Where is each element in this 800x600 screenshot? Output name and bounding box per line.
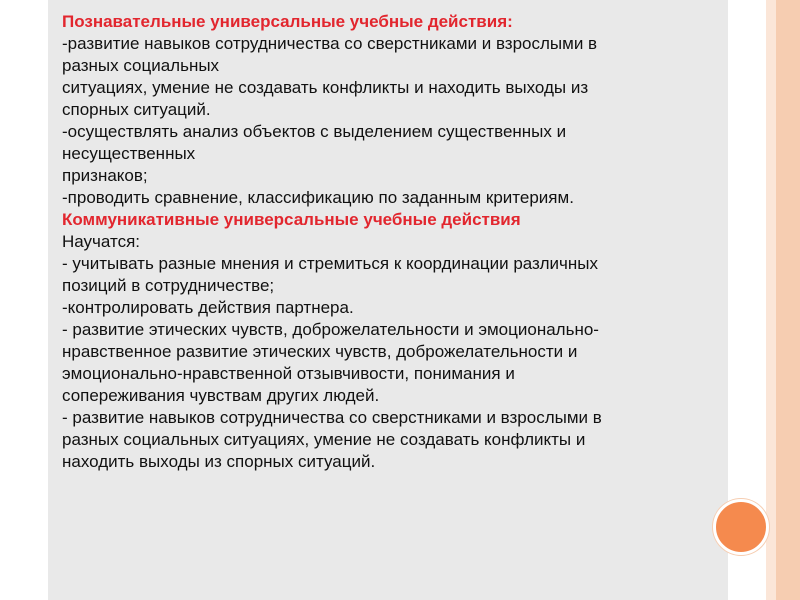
text-line: ситуациях, умение не создавать конфликты и находить выходы из xyxy=(62,78,589,97)
slide-text xyxy=(62,11,710,473)
text-line: -контролировать действия партнера. xyxy=(62,298,354,317)
text-line: признаков; xyxy=(62,166,148,185)
decorative-band xyxy=(776,0,800,600)
text-line: - развитие этических чувств, доброжелательности и эмоционально- xyxy=(62,320,599,339)
text-line: нравственное развитие этических чувств, доброжелательности и xyxy=(62,342,578,361)
text-line: позиций в сотрудничестве; xyxy=(62,276,275,295)
text-line: -осуществлять анализ объектов с выделением существенных и xyxy=(62,122,567,141)
decorative-stripe xyxy=(766,0,776,600)
text-line: Научатся: xyxy=(62,232,141,251)
heading-communicative: Коммуникативные универсальные учебные действия xyxy=(62,210,521,229)
heading-cognitive: Познавательные универсальные учебные действия: xyxy=(62,12,513,31)
text-line: эмоционально-нравственной отзывчивости, понимания и xyxy=(62,364,515,383)
text-line: - развитие навыков сотрудничества со сверстниками и взрослыми в xyxy=(62,408,602,427)
text-line: находить выходы из спорных ситуаций. xyxy=(62,452,376,471)
decorative-circle xyxy=(713,499,769,555)
text-line: -проводить сравнение, классификацию по заданным критериям. xyxy=(62,188,574,207)
text-line: разных социальных ситуациях, умение не создавать конфликты и xyxy=(62,430,586,449)
text-line: несущественных xyxy=(62,144,196,163)
text-line: - учитывать разные мнения и стремиться к координации различных xyxy=(62,254,599,273)
text-line: разных социальных xyxy=(62,56,220,75)
text-line: -развитие навыков сотрудничества со сверстниками и взрослыми в xyxy=(62,34,598,53)
text-line: сопереживания чувствам других людей. xyxy=(62,386,380,405)
text-line: спорных ситуаций. xyxy=(62,100,211,119)
